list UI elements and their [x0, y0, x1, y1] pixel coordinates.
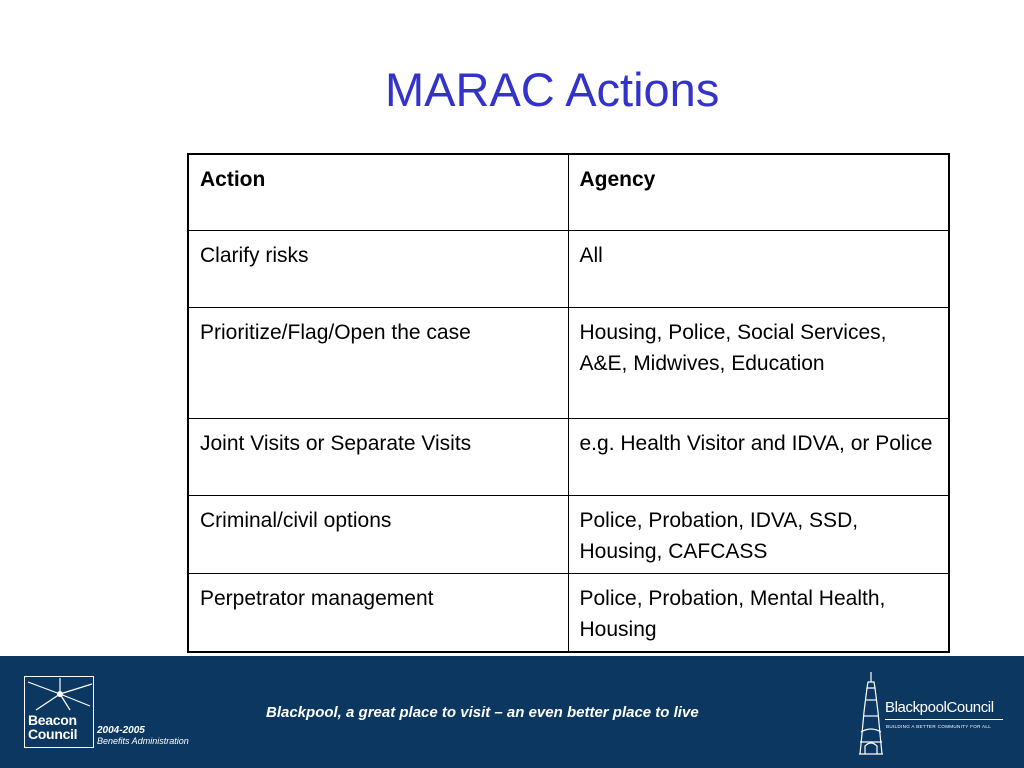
table-row [188, 307, 949, 418]
beacon-subtitle: Benefits Administration [97, 736, 189, 746]
agency-cell: Housing, Police, Social Services, A&E, Midwives, Education [568, 307, 949, 418]
blackpool-tower-icon [858, 672, 884, 756]
agency-cell: Police, Probation, Mental Health, Housing [568, 573, 949, 652]
table-row [188, 230, 949, 307]
agency-cell: Police, Probation, IDVA, SSD, Housing, CAFCASS [568, 495, 949, 573]
footer-bar [0, 656, 1024, 768]
table-header-row [188, 154, 949, 230]
action-cell: Prioritize/Flag/Open the case [188, 307, 568, 418]
table-row [188, 418, 949, 495]
action-cell: Joint Visits or Separate Visits [188, 418, 568, 495]
beacon-name-line1: Beacon [28, 712, 77, 728]
blackpool-council-name: BlackpoolCouncil [885, 699, 994, 716]
beacon-years: 2004-2005 [97, 725, 145, 736]
agency-cell: All [568, 230, 949, 307]
action-cell: Criminal/civil options [188, 495, 568, 573]
table-row [188, 573, 949, 652]
agency-cell: e.g. Health Visitor and IDVA, or Police [568, 418, 949, 495]
table-row [188, 495, 949, 573]
action-cell: Clarify risks [188, 230, 568, 307]
council-strapline: BUILDING A BETTER COMMUNITY FOR ALL [886, 724, 992, 729]
beacon-council-logo [24, 676, 94, 748]
beacon-name-line2: Council [28, 726, 78, 742]
footer-tagline: Blackpool, a great place to visit – an even better place to live [266, 704, 699, 721]
slide-title: MARAC Actions [385, 63, 720, 116]
action-cell: Perpetrator management [188, 573, 568, 652]
header-agency: Agency [568, 154, 949, 230]
beacon-council-name [28, 713, 77, 741]
marac-actions-table [187, 153, 950, 653]
council-divider [885, 719, 1003, 720]
header-action: Action [188, 154, 568, 230]
